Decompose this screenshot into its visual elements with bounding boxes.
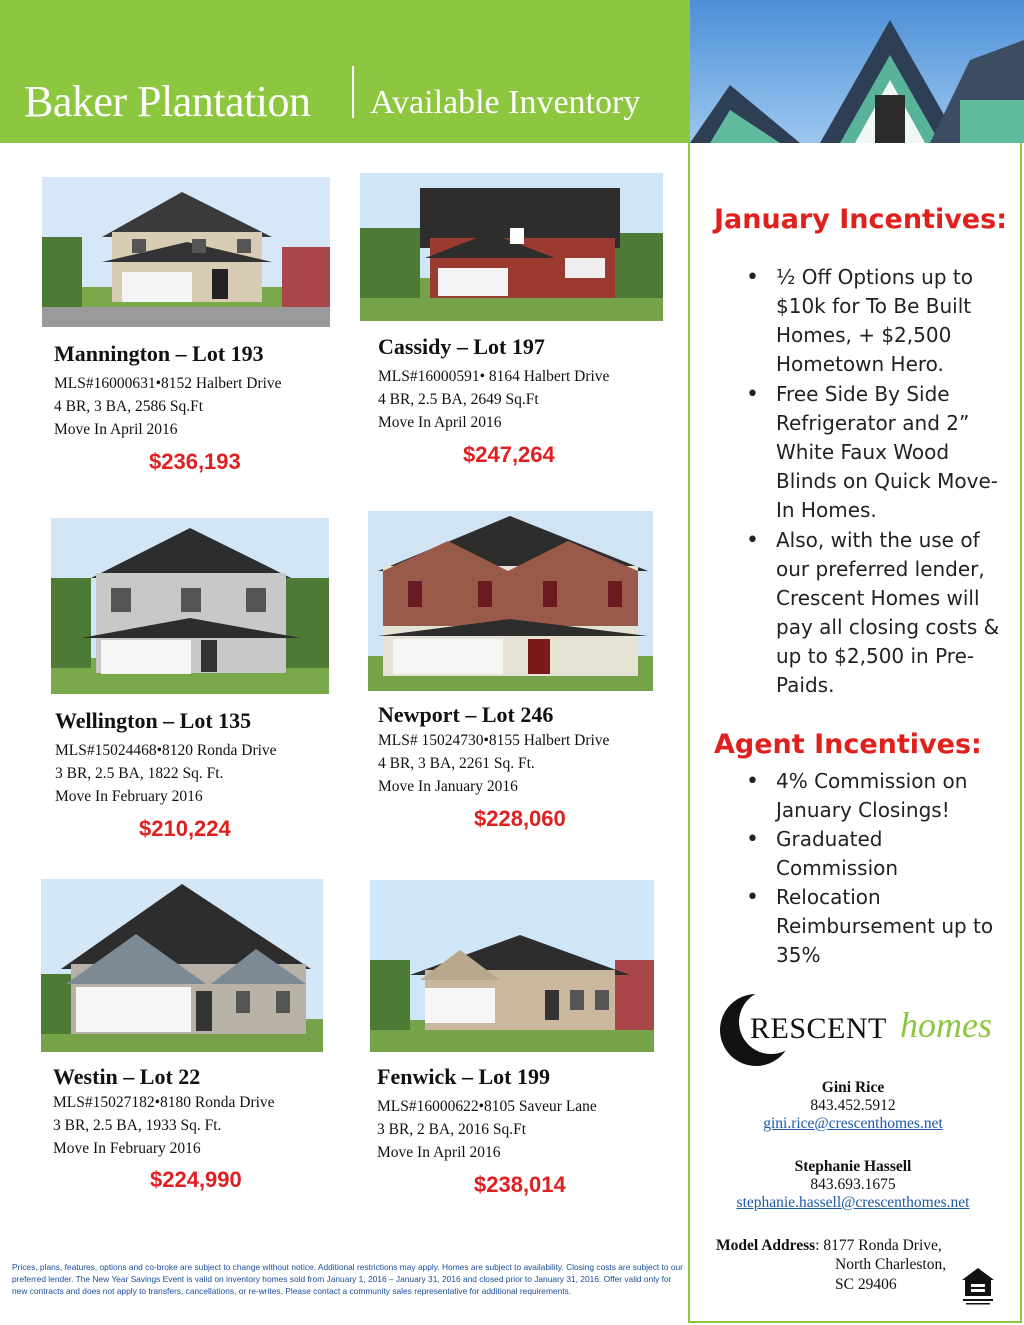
lot-mls: MLS#16000631•8152 Halbert Drive bbox=[54, 375, 282, 392]
hero-house-photo bbox=[690, 0, 1024, 143]
list-item: • Relocation Reimbursement up to 35% bbox=[736, 883, 1004, 970]
model-address-label: Model Address bbox=[716, 1237, 816, 1254]
lot-move-in: Move In January 2016 bbox=[378, 778, 518, 795]
lot-title: Newport – Lot 246 bbox=[378, 702, 554, 727]
list-item: • ½ Off Options up to $10k for To Be Built Homes, + $2,500 Hometown Hero. bbox=[736, 263, 1004, 379]
lot-move-in: Move In April 2016 bbox=[54, 421, 178, 438]
lot-mls: MLS#16000591• 8164 Halbert Drive bbox=[378, 368, 610, 385]
lot-title: Cassidy – Lot 197 bbox=[378, 334, 545, 359]
lot-specs: 4 BR, 3 BA, 2261 Sq. Ft. bbox=[378, 755, 535, 772]
lot-price: $224,990 bbox=[150, 1167, 242, 1192]
lot-move-in: Move In April 2016 bbox=[377, 1144, 501, 1161]
model-address-line2: North Charleston, bbox=[835, 1256, 947, 1273]
house-photo-newport bbox=[368, 511, 653, 691]
lot-move-in: Move In February 2016 bbox=[55, 788, 203, 805]
contact-email-link[interactable]: stephanie.hassell@crescenthomes.net bbox=[736, 1194, 970, 1211]
lot-specs: 3 BR, 2.5 BA, 1822 Sq. Ft. bbox=[55, 765, 224, 782]
logo-word-homes: homes bbox=[900, 1005, 992, 1045]
house-photo-fenwick bbox=[370, 880, 654, 1052]
lot-title: Westin – Lot 22 bbox=[53, 1064, 201, 1089]
lot-move-in: Move In April 2016 bbox=[378, 414, 502, 431]
list-item: • Free Side By Side Refrigerator and 2” White Faux Wood Blinds on Quick Move-In Homes. bbox=[736, 380, 1004, 525]
lot-mls: MLS#15024468•8120 Ronda Drive bbox=[55, 742, 277, 759]
lot-title: Fenwick – Lot 199 bbox=[377, 1064, 550, 1089]
page-subtitle: Available Inventory bbox=[370, 84, 641, 121]
logo-word-rescent: RESCENT bbox=[750, 1012, 887, 1045]
contact-email-link[interactable]: gini.rice@crescenthomes.net bbox=[763, 1115, 943, 1132]
contact-stephanie bbox=[708, 1158, 998, 1212]
model-address-line3: SC 29406 bbox=[835, 1276, 897, 1293]
list-item: • Also, with the use of our preferred lender, Crescent Homes will pay all closing costs & up to $2,500 in Pre-Paids. bbox=[736, 526, 1004, 700]
contact-name: Stephanie Hassell bbox=[794, 1158, 912, 1175]
lot-price: $210,224 bbox=[139, 816, 231, 841]
header-banner bbox=[0, 0, 690, 143]
house-photo-wellington bbox=[51, 518, 329, 694]
contact-phone: 843.693.1675 bbox=[810, 1176, 896, 1193]
lot-title: Wellington – Lot 135 bbox=[55, 708, 252, 733]
lot-specs: 3 BR, 2.5 BA, 1933 Sq. Ft. bbox=[53, 1117, 222, 1134]
model-address-line1: : 8177 Ronda Drive, bbox=[815, 1237, 942, 1254]
house-photo-mannington bbox=[42, 177, 330, 327]
lot-title: Mannington – Lot 193 bbox=[54, 341, 264, 366]
january-incentives-list bbox=[736, 263, 1004, 700]
lot-mls: MLS#16000622•8105 Saveur Lane bbox=[377, 1098, 597, 1115]
lot-price: $228,060 bbox=[474, 806, 566, 831]
list-item: • 4% Commission on January Closings! bbox=[736, 767, 1004, 825]
lot-specs: 3 BR, 2 BA, 2016 Sq.Ft bbox=[377, 1121, 527, 1138]
contact-name: Gini Rice bbox=[821, 1079, 885, 1096]
lot-mls: MLS#15027182•8180 Ronda Drive bbox=[53, 1094, 275, 1111]
lot-move-in: Move In February 2016 bbox=[53, 1140, 201, 1157]
agent-incentives-title: Agent Incentives: bbox=[714, 729, 982, 760]
header-divider bbox=[352, 66, 354, 118]
equal-housing-icon bbox=[960, 1266, 996, 1306]
lot-specs: 4 BR, 2.5 BA, 2649 Sq.Ft bbox=[378, 391, 539, 408]
contact-phone: 843.452.5912 bbox=[810, 1097, 896, 1114]
house-photo-westin bbox=[41, 879, 323, 1052]
lot-price: $247,264 bbox=[463, 442, 555, 467]
agent-incentives-list bbox=[736, 767, 1004, 970]
contact-gini bbox=[708, 1079, 998, 1133]
community-name: Baker Plantation bbox=[24, 77, 311, 126]
model-address bbox=[716, 1237, 942, 1255]
disclaimer-text: Prices, plans, features, options and co-broke are subject to change without notice. Additional restrictions may apply. Homes are subject to availability. Closing costs are subject to our preferred lender. The New Year Savings Event is valid on inventory homes sold from January 1, 2016 – January 31, 2016 and closed prior to January 31, 2016. Offer valid only for new contracts and does not apply to transfers, cancellations, or re-writes. Please contact a community sales representative for additional requirements. bbox=[12, 1262, 683, 1296]
crescent-logo bbox=[716, 990, 996, 1070]
lot-specs: 4 BR, 3 BA, 2586 Sq.Ft bbox=[54, 398, 204, 415]
lot-price: $236,193 bbox=[149, 449, 241, 474]
lot-mls: MLS# 15024730•8155 Halbert Drive bbox=[378, 732, 610, 749]
house-photo-cassidy bbox=[360, 173, 663, 321]
list-item: • Graduated Commission bbox=[736, 825, 1004, 883]
january-incentives-title: January Incentives: bbox=[714, 204, 1007, 235]
lot-price: $238,014 bbox=[474, 1172, 566, 1197]
